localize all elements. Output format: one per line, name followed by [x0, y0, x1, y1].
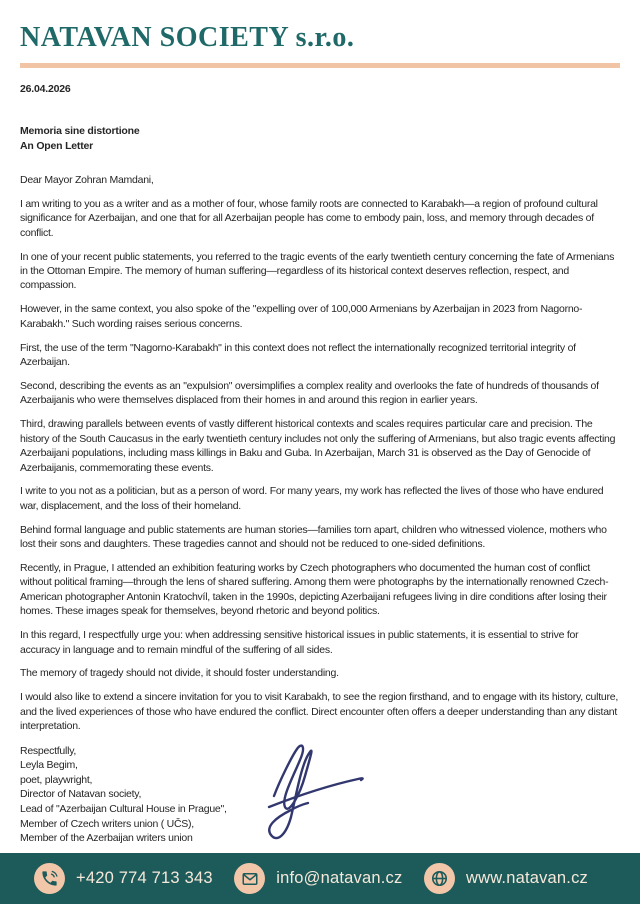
header-divider: [20, 63, 620, 68]
footer-email: [234, 863, 402, 894]
closing-line: Director of Natavan society,: [20, 788, 142, 801]
letter-paragraph: I write to you not as a politician, but as a person of word. For many years, my work has reflected the lives of those who have endured war, displacement, and the loss of their homeland.: [20, 485, 604, 512]
footer-website: [424, 863, 588, 894]
globe-icon: [424, 863, 455, 894]
closing-line: Leyla Begim,: [20, 759, 78, 772]
letter-paragraph: Third, drawing parallels between events of vastly different historical contexts and scales requires particular care and precision. The history of the South Caucasus in the early twentieth century includes not only the suffering of Armenians, but also tragic events affecting Azerbaijani populations, including mass killings in Baku and Guba. In Azerbaijan, March 31 is observed as the Day of Genocide of Azerbaijanis, commemorating these events.: [20, 418, 616, 474]
footer-email-text: info@natavan.cz: [276, 869, 403, 887]
letter-paragraph: I am writing to you as a writer and as a mother of four, whose family roots are connected to Karabakh—a region of profound cultural significance for Azerbaijan, and one that for all Azerbaijan people has come to embody pain, loss, and memory through decades of conflict.: [20, 197, 598, 239]
letter-paragraph: I would also like to extend a sincere invitation for you to visit Karabakh, to see the region firsthand, and to engage with its history, culture, and the lived experiences of those who have endured the conflict. Direct encounter often offers a deeper understanding than any distant interpretation.: [20, 691, 618, 733]
footer-website-text: www.natavan.cz: [465, 869, 588, 887]
footer-bar: [0, 853, 640, 904]
footer-phone: [34, 863, 213, 894]
letter-paragraph: Recently, in Prague, I attended an exhibition featuring works by Czech photographers who documented the human cost of conflict without political framing—through the lens of shared suffering. Among them were photographs by the internationally renowned Czech-American photographer Antonin Kratochvíl, taken in the 1990s, depicting Azerbaijani refugees living in dire conditions after losing their homes. These images speak for themselves, beyond rhetoric and beyond politics.: [20, 562, 609, 618]
letter-paragraph: First, the use of the term "Nagorno-Karabakh" in this context does not reflect the internationally recognized territorial integrity of Azerbaijan.: [20, 341, 576, 369]
salutation: Dear Mayor Zohran Mamdani,: [20, 174, 154, 186]
letter-subject: [20, 124, 620, 153]
envelope-icon: [234, 863, 265, 894]
letter-paragraph: The memory of tragedy should not divide, it should foster understanding.: [20, 667, 339, 680]
subject-line-2: An Open Letter: [20, 139, 94, 152]
closing-line: Lead of "Azerbaijan Cultural House in Prague",: [20, 802, 227, 815]
letter-paragraph: However, in the same context, you also spoke of the "expelling over of 100,000 Armenians by Azerbaijan in 2023 from Nagorno-Karabakh." Such wording raises serious concerns.: [20, 303, 583, 330]
footer-phone-text: +420 774 713 343: [76, 869, 213, 887]
letter-paragraph: Behind formal language and public statements are human stories—families torn apart, children who witnessed violence, mothers who lost their sons and daughters. These tragedies cannot and should not be reduced to one-sided definitions.: [20, 523, 607, 551]
phone-icon: [34, 863, 65, 894]
letter-paragraph: In this regard, I respectfully urge you: when addressing sensitive historical issues in public statements, it is essential to strive for accuracy in language and to remain mindful of the suffering of all sides.: [20, 629, 579, 656]
letter-body: [20, 197, 620, 734]
letter-paragraph: In one of your recent public statements, you referred to the tragic events of the early twentieth century concerning the fate of Armenians in the Ottoman Empire. The memory of human suffering—regardless of its historical context deserves reflection, respect, and compassion.: [20, 250, 615, 292]
closing-line: Member of the Azerbaijan writers union: [20, 832, 193, 845]
letter-paragraph: Second, describing the events as an "expulsion" oversimplifies a complex reality and overlooks the fate of hundreds of thousands of Azerbaijanis who were themselves displaced from their homes in and around this region in earlier years.: [20, 379, 599, 407]
subject-line-1: Memoria sine distortione: [20, 125, 140, 137]
signature-image: [250, 736, 370, 848]
closing-line: poet, playwright,: [20, 773, 93, 786]
closing-line: Member of Czech writers union ( UČS),: [20, 817, 194, 830]
closing-line: Respectfully,: [20, 744, 77, 757]
company-name: NATAVAN SOCIETY s.r.o.: [20, 22, 355, 53]
letter-date: 26.04.2026: [20, 83, 71, 95]
